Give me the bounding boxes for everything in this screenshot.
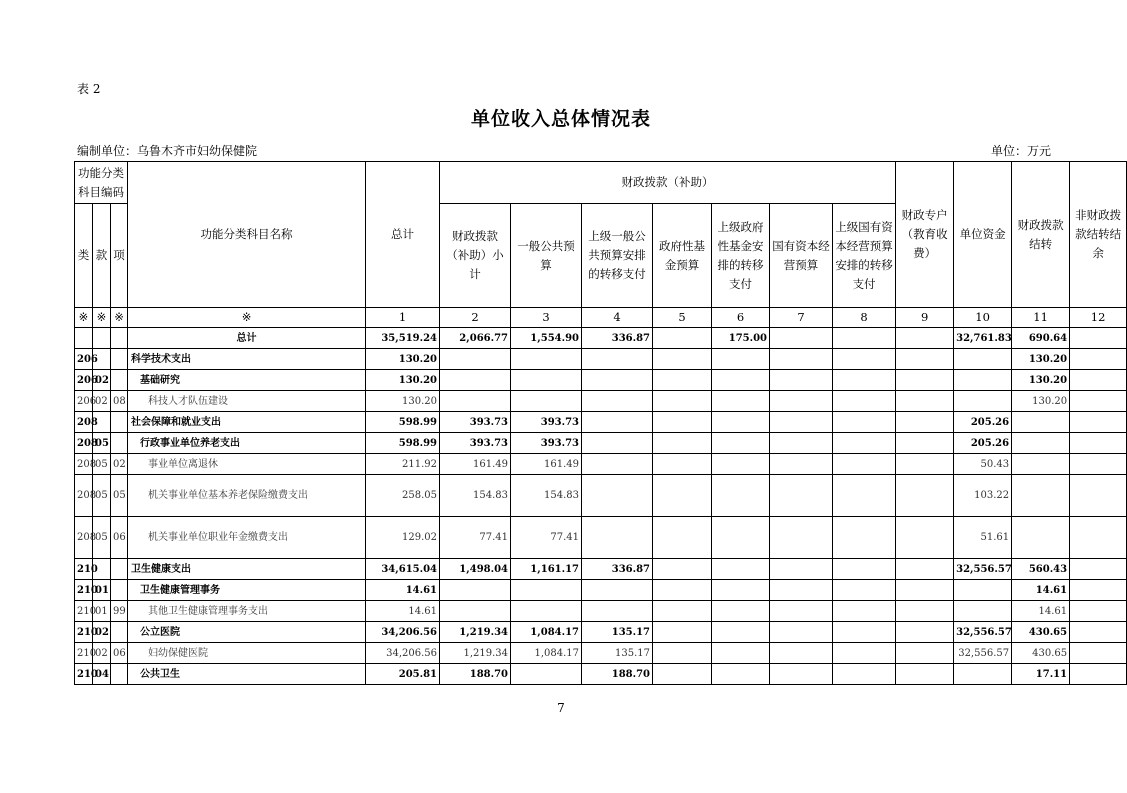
value-cell — [582, 601, 653, 622]
marker-cell: ※ — [128, 308, 366, 328]
value-cell: 211.92 — [366, 454, 440, 475]
value-cell — [1070, 601, 1127, 622]
value-cell — [896, 328, 954, 349]
header-total: 总计 — [366, 162, 440, 308]
value-cell: 205.26 — [954, 433, 1012, 454]
code-xiang-cell — [111, 433, 128, 454]
item-name-cell: 机关事业单位基本养老保险缴费支出 — [128, 475, 366, 517]
value-cell — [1070, 580, 1127, 601]
table-row — [75, 370, 1127, 391]
code-xiang-cell: 06 — [111, 517, 128, 559]
value-cell — [770, 370, 833, 391]
code-lei-cell: 208 — [75, 475, 93, 517]
value-cell — [582, 517, 653, 559]
value-cell — [712, 580, 770, 601]
value-cell — [511, 391, 582, 412]
value-cell — [896, 601, 954, 622]
value-cell — [896, 412, 954, 433]
value-cell — [653, 370, 712, 391]
value-cell — [1070, 559, 1127, 580]
column-number: 6 — [712, 308, 770, 328]
value-cell: 1,084.17 — [511, 643, 582, 664]
value-cell: 598.99 — [366, 412, 440, 433]
table-row — [75, 433, 1127, 454]
code-kuan-cell: 04 — [93, 664, 111, 685]
value-cell — [712, 475, 770, 517]
value-cell — [653, 433, 712, 454]
value-cell: 690.64 — [1012, 328, 1070, 349]
code-xiang-cell: 99 — [111, 601, 128, 622]
value-cell — [954, 664, 1012, 685]
value-cell — [1070, 328, 1127, 349]
table-row — [75, 622, 1127, 643]
value-cell — [582, 349, 653, 370]
header-unit-funds: 单位资金 — [954, 162, 1012, 308]
header-special-account: 财政专户（教育收费） — [896, 162, 954, 308]
value-cell: 393.73 — [440, 412, 511, 433]
value-cell — [712, 664, 770, 685]
item-name-cell: 行政事业单位养老支出 — [128, 433, 366, 454]
value-cell — [833, 412, 896, 433]
value-cell — [712, 454, 770, 475]
page-title: 单位收入总体情况表 — [470, 108, 651, 130]
item-name-cell: 科学技术支出 — [128, 349, 366, 370]
code-xiang-cell — [111, 664, 128, 685]
header-name: 功能分类科目名称 — [128, 162, 366, 308]
value-cell — [896, 475, 954, 517]
value-cell: 161.49 — [511, 454, 582, 475]
value-cell: 205.81 — [366, 664, 440, 685]
value-cell — [770, 664, 833, 685]
value-cell — [712, 622, 770, 643]
value-cell — [712, 433, 770, 454]
value-cell: 205.26 — [954, 412, 1012, 433]
code-lei-cell: 208 — [75, 517, 93, 559]
value-cell: 50.43 — [954, 454, 1012, 475]
column-number: 1 — [366, 308, 440, 328]
value-cell: 130.20 — [1012, 391, 1070, 412]
value-cell — [954, 370, 1012, 391]
value-cell: 34,206.56 — [366, 622, 440, 643]
value-cell — [954, 601, 1012, 622]
compiling-unit: 编制单位：乌鲁木齐市妇幼保健院 — [77, 144, 258, 158]
value-cell — [712, 349, 770, 370]
value-cell — [440, 349, 511, 370]
value-cell — [770, 349, 833, 370]
item-name-cell: 妇幼保健医院 — [128, 643, 366, 664]
value-cell: 393.73 — [511, 412, 582, 433]
value-cell: 393.73 — [511, 433, 582, 454]
code-lei-cell: 208 — [75, 433, 93, 454]
value-cell: 154.83 — [440, 475, 511, 517]
code-kuan-cell: 02 — [93, 643, 111, 664]
table-row — [75, 559, 1127, 580]
value-cell — [1012, 517, 1070, 559]
table-row — [75, 643, 1127, 664]
value-cell — [896, 454, 954, 475]
value-cell — [770, 601, 833, 622]
code-lei-cell: 208 — [75, 454, 93, 475]
code-xiang-cell — [111, 622, 128, 643]
header-upper-state-capital-transfer: 上级国有资本经营预算安排的转移支付 — [833, 204, 896, 308]
value-cell — [1070, 412, 1127, 433]
value-cell — [511, 580, 582, 601]
value-cell — [954, 580, 1012, 601]
value-cell — [511, 664, 582, 685]
table-row — [75, 601, 1127, 622]
code-lei-cell: 210 — [75, 580, 93, 601]
value-cell: 154.83 — [511, 475, 582, 517]
value-cell — [833, 622, 896, 643]
value-cell: 161.49 — [440, 454, 511, 475]
value-cell — [1070, 391, 1127, 412]
table-row — [75, 475, 1127, 517]
value-cell: 2,066.77 — [440, 328, 511, 349]
table-row — [75, 664, 1127, 685]
value-cell — [1012, 454, 1070, 475]
item-name-cell: 公立医院 — [128, 622, 366, 643]
code-lei-cell: 206 — [75, 370, 93, 391]
header-nonfiscal-carryover: 非财政拨款结转结余 — [1070, 162, 1127, 308]
column-number: 10 — [954, 308, 1012, 328]
value-cell — [1070, 517, 1127, 559]
value-cell — [653, 643, 712, 664]
value-cell — [1070, 643, 1127, 664]
value-cell — [770, 391, 833, 412]
value-cell — [440, 391, 511, 412]
value-cell: 130.20 — [1012, 370, 1070, 391]
value-cell — [1070, 664, 1127, 685]
table-row — [75, 349, 1127, 370]
value-cell — [582, 475, 653, 517]
header-kuan: 款 — [93, 204, 111, 308]
value-cell — [770, 433, 833, 454]
value-cell: 130.20 — [366, 370, 440, 391]
value-cell: 130.20 — [1012, 349, 1070, 370]
code-xiang-cell — [111, 328, 128, 349]
item-name-cell: 机关事业单位职业年金缴费支出 — [128, 517, 366, 559]
code-kuan-cell: 05 — [93, 454, 111, 475]
value-cell: 1,219.34 — [440, 643, 511, 664]
value-cell — [712, 517, 770, 559]
code-kuan-cell: 05 — [93, 517, 111, 559]
marker-cell: ※ — [75, 308, 93, 328]
unit-of-measure: 单位：万元 — [990, 144, 1051, 158]
value-cell — [954, 349, 1012, 370]
value-cell: 1,498.04 — [440, 559, 511, 580]
code-xiang-cell — [111, 412, 128, 433]
value-cell — [653, 580, 712, 601]
value-cell: 336.87 — [582, 328, 653, 349]
value-cell: 130.20 — [366, 391, 440, 412]
value-cell — [770, 454, 833, 475]
item-name-cell: 公共卫生 — [128, 664, 366, 685]
value-cell: 129.02 — [366, 517, 440, 559]
value-cell: 135.17 — [582, 643, 653, 664]
value-cell: 17.11 — [1012, 664, 1070, 685]
marker-cell: ※ — [111, 308, 128, 328]
value-cell — [833, 391, 896, 412]
value-cell — [833, 370, 896, 391]
value-cell: 34,615.04 — [366, 559, 440, 580]
value-cell — [833, 454, 896, 475]
value-cell — [896, 622, 954, 643]
value-cell: 130.20 — [366, 349, 440, 370]
value-cell — [896, 349, 954, 370]
code-xiang-cell: 05 — [111, 475, 128, 517]
table-label: 表 2 — [77, 82, 101, 96]
table-row — [75, 580, 1127, 601]
column-number: 2 — [440, 308, 511, 328]
value-cell: 14.61 — [1012, 601, 1070, 622]
code-kuan-cell: 02 — [93, 370, 111, 391]
column-number: 7 — [770, 308, 833, 328]
value-cell: 598.99 — [366, 433, 440, 454]
value-cell — [833, 664, 896, 685]
value-cell — [582, 370, 653, 391]
value-cell — [1070, 454, 1127, 475]
value-cell — [582, 580, 653, 601]
value-cell — [896, 580, 954, 601]
value-cell — [440, 580, 511, 601]
value-cell — [896, 391, 954, 412]
value-cell: 560.43 — [1012, 559, 1070, 580]
value-cell — [770, 328, 833, 349]
value-cell: 1,554.90 — [511, 328, 582, 349]
value-cell — [653, 517, 712, 559]
value-cell — [1012, 412, 1070, 433]
value-cell: 14.61 — [366, 580, 440, 601]
value-cell — [653, 664, 712, 685]
code-xiang-cell: 08 — [111, 391, 128, 412]
code-xiang-cell — [111, 370, 128, 391]
value-cell — [653, 412, 712, 433]
value-cell — [770, 412, 833, 433]
value-cell — [896, 664, 954, 685]
value-cell — [896, 433, 954, 454]
column-number: 3 — [511, 308, 582, 328]
header-xiang: 项 — [111, 204, 128, 308]
item-name-cell: 其他卫生健康管理事务支出 — [128, 601, 366, 622]
header-state-capital: 国有资本经营预算 — [770, 204, 833, 308]
value-cell — [954, 391, 1012, 412]
column-number: 8 — [833, 308, 896, 328]
value-cell — [833, 559, 896, 580]
value-cell: 103.22 — [954, 475, 1012, 517]
code-lei-cell — [75, 328, 93, 349]
value-cell: 135.17 — [582, 622, 653, 643]
value-cell — [653, 454, 712, 475]
code-lei-cell: 206 — [75, 349, 93, 370]
value-cell: 430.65 — [1012, 643, 1070, 664]
value-cell — [712, 412, 770, 433]
value-cell — [770, 643, 833, 664]
item-name-cell: 科技人才队伍建设 — [128, 391, 366, 412]
value-cell: 77.41 — [440, 517, 511, 559]
value-cell — [833, 433, 896, 454]
header-general-budget: 一般公共预算 — [511, 204, 582, 308]
value-cell — [712, 601, 770, 622]
code-lei-cell: 210 — [75, 622, 93, 643]
value-cell — [833, 517, 896, 559]
value-cell — [833, 328, 896, 349]
header-gov-fund: 政府性基金预算 — [653, 204, 712, 308]
table-row — [75, 328, 1127, 349]
value-cell: 32,556.57 — [954, 643, 1012, 664]
value-cell — [653, 601, 712, 622]
column-number: 11 — [1012, 308, 1070, 328]
value-cell: 77.41 — [511, 517, 582, 559]
code-kuan-cell: 05 — [93, 433, 111, 454]
code-kuan-cell: 01 — [93, 580, 111, 601]
value-cell: 188.70 — [582, 664, 653, 685]
value-cell — [653, 328, 712, 349]
column-number: 9 — [896, 308, 954, 328]
code-xiang-cell — [111, 349, 128, 370]
value-cell — [1070, 622, 1127, 643]
header-upper-general-transfer: 上级一般公共预算安排的转移支付 — [582, 204, 653, 308]
value-cell — [653, 475, 712, 517]
value-cell: 34,206.56 — [366, 643, 440, 664]
value-cell — [712, 370, 770, 391]
code-kuan-cell — [93, 328, 111, 349]
value-cell — [712, 643, 770, 664]
header-code-group: 功能分类科目编码 — [75, 162, 128, 204]
code-lei-cell: 206 — [75, 391, 93, 412]
value-cell — [653, 391, 712, 412]
item-name-cell: 事业单位离退休 — [128, 454, 366, 475]
marker-cell: ※ — [93, 308, 111, 328]
column-number: 5 — [653, 308, 712, 328]
value-cell: 32,761.83 — [954, 328, 1012, 349]
value-cell: 14.61 — [1012, 580, 1070, 601]
value-cell — [511, 601, 582, 622]
value-cell: 32,556.57 — [954, 622, 1012, 643]
value-cell — [511, 370, 582, 391]
code-xiang-cell: 02 — [111, 454, 128, 475]
value-cell — [653, 559, 712, 580]
code-lei-cell: 210 — [75, 559, 93, 580]
column-number: 4 — [582, 308, 653, 328]
value-cell — [896, 643, 954, 664]
code-kuan-cell: 01 — [93, 601, 111, 622]
code-xiang-cell — [111, 580, 128, 601]
value-cell — [833, 643, 896, 664]
value-cell — [1012, 433, 1070, 454]
value-cell — [582, 454, 653, 475]
value-cell: 430.65 — [1012, 622, 1070, 643]
value-cell — [1070, 433, 1127, 454]
value-cell — [770, 622, 833, 643]
value-cell: 1,161.17 — [511, 559, 582, 580]
code-lei-cell: 210 — [75, 664, 93, 685]
value-cell — [653, 622, 712, 643]
item-name-cell: 卫生健康支出 — [128, 559, 366, 580]
value-cell — [833, 475, 896, 517]
value-cell: 258.05 — [366, 475, 440, 517]
value-cell — [582, 433, 653, 454]
value-cell: 1,219.34 — [440, 622, 511, 643]
income-summary-table — [74, 161, 1127, 685]
value-cell — [833, 601, 896, 622]
value-cell: 51.61 — [954, 517, 1012, 559]
item-name-cell: 社会保障和就业支出 — [128, 412, 366, 433]
value-cell: 1,084.17 — [511, 622, 582, 643]
code-lei-cell: 208 — [75, 412, 93, 433]
header-fiscal-carryover: 财政拨款结转 — [1012, 162, 1070, 308]
value-cell — [582, 391, 653, 412]
header-upper-gov-fund-transfer: 上级政府性基金安排的转移支付 — [712, 204, 770, 308]
value-cell — [511, 349, 582, 370]
code-lei-cell: 210 — [75, 643, 93, 664]
value-cell — [440, 370, 511, 391]
value-cell — [833, 580, 896, 601]
value-cell: 393.73 — [440, 433, 511, 454]
marker-row — [75, 308, 1127, 328]
value-cell — [770, 559, 833, 580]
code-lei-cell: 210 — [75, 601, 93, 622]
value-cell — [653, 349, 712, 370]
table-row — [75, 412, 1127, 433]
value-cell: 32,556.57 — [954, 559, 1012, 580]
value-cell — [896, 370, 954, 391]
table-row — [75, 517, 1127, 559]
value-cell: 35,519.24 — [366, 328, 440, 349]
code-kuan-cell: 02 — [93, 622, 111, 643]
code-kuan-cell: 02 — [93, 391, 111, 412]
header-lei: 类 — [75, 204, 93, 308]
value-cell — [712, 391, 770, 412]
header-fiscal-subtotal: 财政拨款（补助）小计 — [440, 204, 511, 308]
item-name-cell: 卫生健康管理事务 — [128, 580, 366, 601]
value-cell — [770, 475, 833, 517]
value-cell: 175.00 — [712, 328, 770, 349]
value-cell — [712, 559, 770, 580]
code-xiang-cell — [111, 559, 128, 580]
header-fiscal-group: 财政拨款（补助） — [440, 162, 896, 204]
value-cell — [896, 517, 954, 559]
value-cell — [770, 580, 833, 601]
code-kuan-cell: 05 — [93, 475, 111, 517]
value-cell — [770, 517, 833, 559]
value-cell — [896, 559, 954, 580]
value-cell: 336.87 — [582, 559, 653, 580]
value-cell: 188.70 — [440, 664, 511, 685]
value-cell — [440, 601, 511, 622]
value-cell — [1012, 475, 1070, 517]
value-cell: 14.61 — [366, 601, 440, 622]
value-cell — [1070, 475, 1127, 517]
item-name-cell: 总计 — [128, 328, 366, 349]
column-number: 12 — [1070, 308, 1127, 328]
value-cell — [582, 412, 653, 433]
table-row — [75, 391, 1127, 412]
item-name-cell: 基础研究 — [128, 370, 366, 391]
table-row — [75, 454, 1127, 475]
code-xiang-cell: 06 — [111, 643, 128, 664]
page-number: 7 — [557, 701, 565, 715]
value-cell — [1070, 349, 1127, 370]
value-cell — [1070, 370, 1127, 391]
value-cell — [833, 349, 896, 370]
